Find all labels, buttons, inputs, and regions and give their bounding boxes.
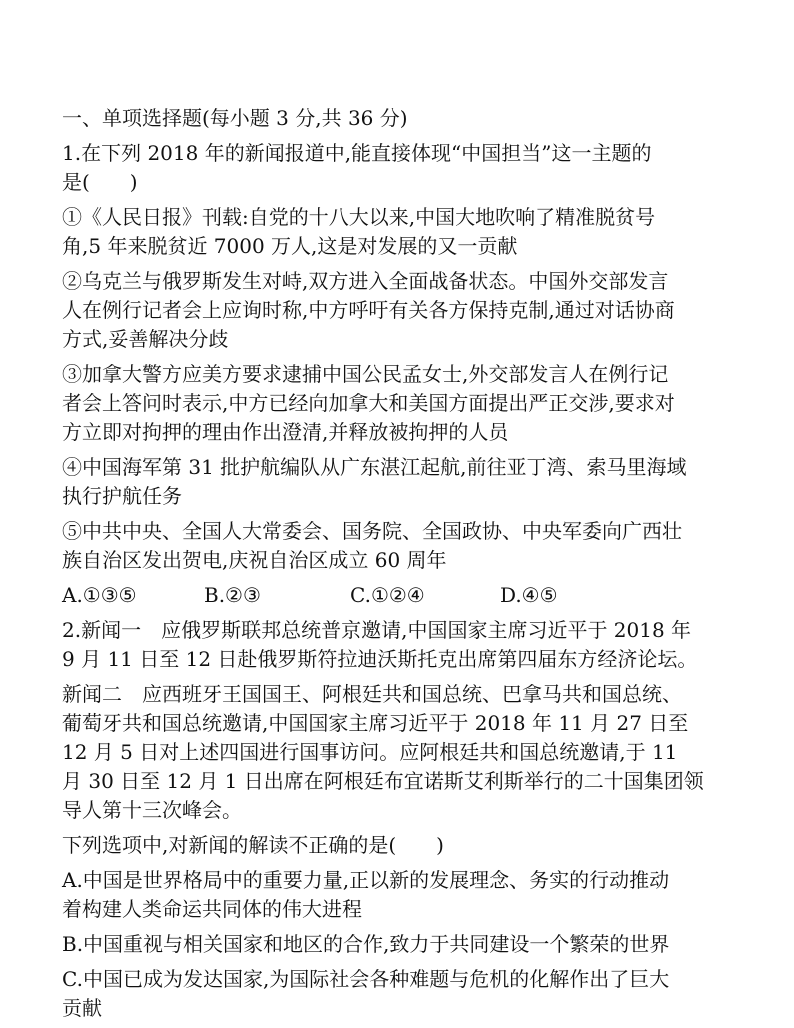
option-line: 贡献	[62, 996, 102, 1020]
news-line: 导人第十三次峰会。	[62, 798, 242, 822]
item-line: 方立即对拘押的理由作出澄清,并释放被拘押的人员	[62, 420, 509, 444]
item-line: 方式,妥善解决分歧	[62, 327, 229, 351]
question-1-stem	[62, 139, 752, 197]
item-line: 者会上答问时表示,中方已经向加拿大和美国方面提出严正交涉,要求对	[62, 391, 675, 415]
item-line: 角,5 年来脱贫近 7000 万人,这是对发展的又一贡献	[62, 234, 518, 258]
item-line: 人在例行记者会上应询时称,中方呼吁有关各方保持克制,通过对话协商	[62, 298, 675, 322]
question-1-item-5	[62, 517, 752, 575]
news-line: 2.新闻一 应俄罗斯联邦总统普京邀请,中国国家主席习近平于 2018 年	[62, 618, 692, 642]
option-line: A.中国是世界格局中的重要力量,正以新的发展理念、务实的行动推动	[62, 868, 670, 892]
question-2-option-b[interactable]	[62, 930, 752, 959]
question-1-stem-line: 1.在下列 2018 年的新闻报道中,能直接体现“中国担当”这一主题的	[62, 141, 652, 165]
question-2-option-c[interactable]	[62, 965, 752, 1023]
option-line: B.中国重视与相关国家和地区的合作,致力于共同建设一个繁荣的世界	[62, 932, 670, 956]
news-line: 12 月 5 日对上述四国进行国事访问。应阿根廷共和国总统邀请,于 11	[62, 740, 678, 764]
item-line: ①《人民日报》刊载:自党的十八大以来,中国大地吹响了精准脱贫号	[62, 205, 656, 229]
news-line: 9 月 11 日至 12 日赴俄罗斯符拉迪沃斯托克出席第四届东方经济论坛。	[62, 647, 698, 671]
question-2-option-a[interactable]	[62, 866, 752, 924]
item-line: ④中国海军第 31 批护航编队从广东湛江起航,前往亚丁湾、索马里海域	[62, 455, 687, 479]
news-line: 月 30 日至 12 月 1 日出席在阿根廷布宜诺斯艾利斯举行的二十国集团领	[62, 769, 704, 793]
question-2-prompt: 下列选项中,对新闻的解读不正确的是( )	[62, 833, 444, 857]
question-1-item-4	[62, 453, 752, 511]
item-line: ③加拿大警方应美方要求逮捕中国公民孟女士,外交部发言人在例行记	[62, 362, 669, 386]
question-2-news-2	[62, 680, 752, 825]
item-line: 执行护航任务	[62, 484, 182, 508]
news-line: 新闻二 应西班牙王国国王、阿根廷共和国总统、巴拿马共和国总统、	[62, 682, 682, 706]
option-a[interactable]: A.①③⑤	[62, 583, 137, 607]
option-b[interactable]: B.②③	[204, 583, 261, 607]
question-2-news-1	[62, 616, 752, 674]
question-1-item-1	[62, 203, 752, 261]
option-c[interactable]: C.①②④	[350, 583, 425, 607]
question-1-item-2	[62, 267, 752, 354]
option-line: 着构建人类命运共同体的伟大进程	[62, 897, 362, 921]
question-1-options	[62, 581, 752, 610]
news-line: 葡萄牙共和国总统邀请,中国国家主席习近平于 2018 年 11 月 27 日至	[62, 711, 689, 735]
option-line: C.中国已成为发达国家,为国际社会各种难题与危机的化解作出了巨大	[62, 967, 670, 991]
item-line: ⑤中共中央、全国人大常委会、国务院、全国政协、中央军委向广西壮	[62, 519, 682, 543]
question-1-item-3	[62, 360, 752, 447]
section-title: 一、单项选择题(每小题 3 分,共 36 分)	[62, 106, 408, 130]
item-line: ②乌克兰与俄罗斯发生对峙,双方进入全面战备状态。中国外交部发言	[62, 269, 669, 293]
question-1-stem-line: 是( )	[62, 170, 138, 194]
exam-page	[62, 104, 752, 1023]
option-d[interactable]: D.④⑤	[500, 583, 558, 607]
item-line: 族自治区发出贺电,庆祝自治区成立 60 周年	[62, 548, 447, 572]
